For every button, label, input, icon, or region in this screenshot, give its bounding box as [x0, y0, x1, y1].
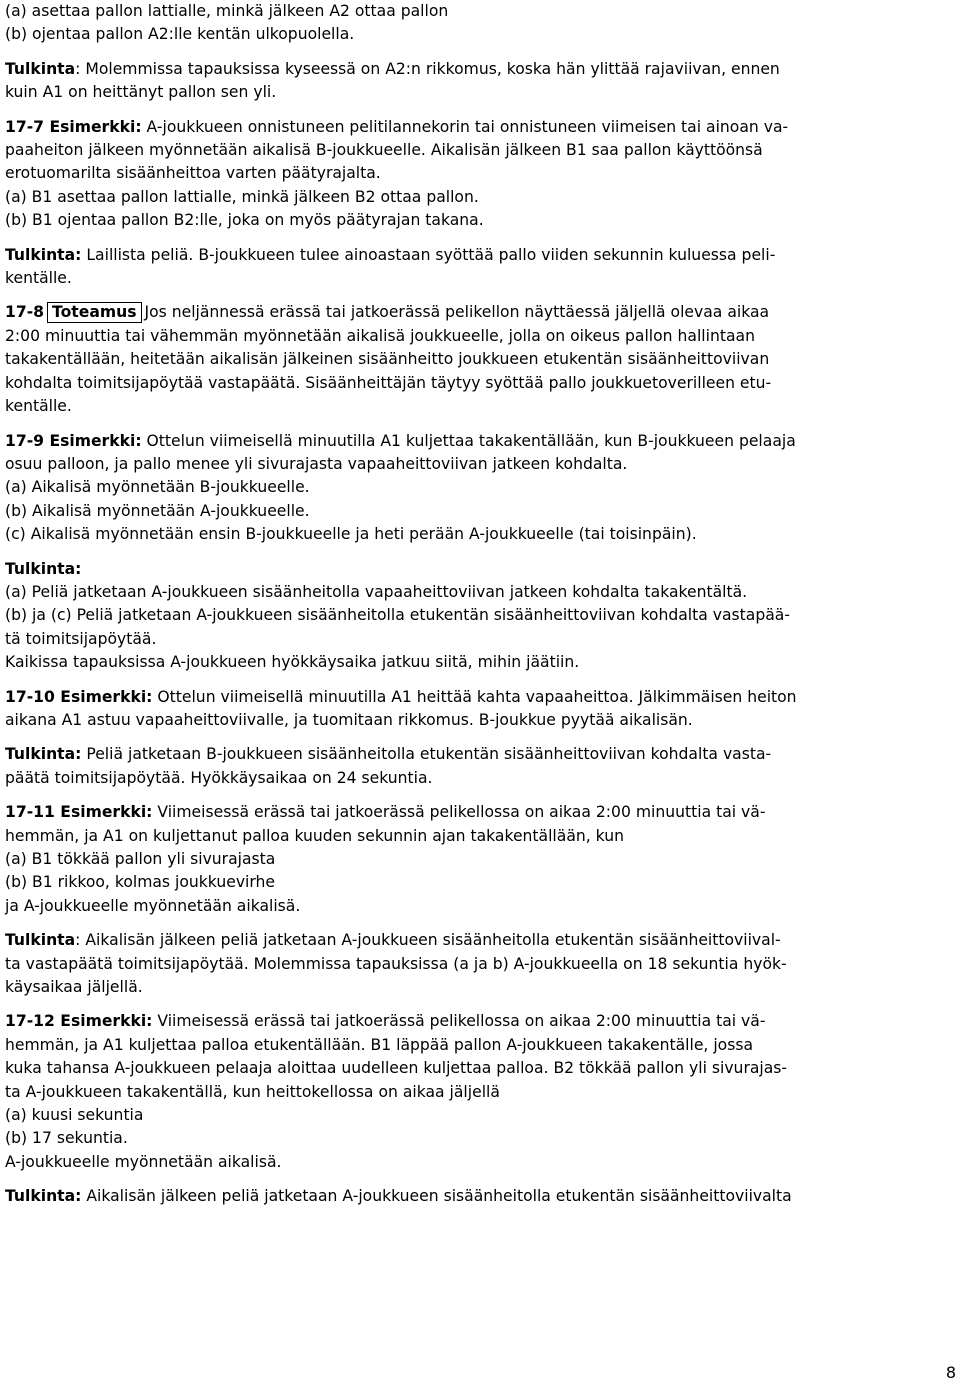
text-line: [5, 267, 955, 290]
text-line: [5, 476, 955, 499]
text-line: [5, 801, 955, 824]
text-segment: ta A-joukkueen takakentällä, kun heittokellossa on aikaa jäljellä: [5, 1082, 500, 1101]
text-line: [5, 139, 955, 162]
text-segment: hemmän, ja A1 kuljettaa palloa etukentällään. B1 läppää pallon A-joukkueen takakentälle, jossa: [5, 1035, 754, 1054]
text-line: [5, 929, 955, 952]
text-line: [5, 895, 955, 918]
text-line: [5, 23, 955, 46]
bold-label: 17-11 Esimerkki:: [5, 803, 153, 822]
bold-label: Tulkinta:: [5, 1187, 82, 1206]
page-number: 8: [945, 1363, 956, 1382]
text-line: [5, 58, 955, 81]
text-line: [5, 1127, 955, 1150]
text-segment: A-joukkueelle myönnetään aikalisä.: [5, 1152, 282, 1171]
text-segment: (a) B1 tökkää pallon yli sivurajasta: [5, 850, 276, 868]
text-line: [5, 81, 955, 104]
text-segment: takakentällään, heitetään aikalisän jälkeinen sisäänheitto joukkueen etukentän sisäänheittoviivan: [5, 350, 770, 369]
text-segment: (a) B1 asettaa pallon lattialle, minkä jälkeen B2 ottaa pallon.: [5, 187, 479, 206]
bold-label: 17-9 Esimerkki:: [5, 431, 142, 450]
text-line: [5, 871, 955, 894]
text-line: [5, 558, 955, 581]
text-line: [5, 395, 955, 418]
text-segment: (a) Peliä jatketaan A-joukkueen sisäänheitolla vapaaheittoviivan jatkeen kohdalta takakentältä.: [5, 582, 748, 601]
text-line: [5, 628, 955, 651]
text-segment: ja A-joukkueelle myönnetään aikalisä.: [5, 896, 301, 915]
bold-label: Tulkinta:: [5, 245, 82, 264]
bold-label: Tulkinta:: [5, 559, 82, 578]
text-segment: : Aikalisän jälkeen peliä jatketaan A-joukkueen sisäänheitolla etukentän sisäänheittoviival-: [75, 931, 781, 950]
text-line: [5, 709, 955, 732]
text-segment: Viimeisessä erässä tai jatkoerässä pelikellossa on aikaa 2:00 minuuttia tai vä-: [152, 803, 766, 822]
text-line: [5, 953, 955, 976]
text-segment: erotuomarilta sisäänheittoa varten päätyrajalta.: [5, 164, 381, 183]
text-line: [5, 209, 955, 232]
text-segment: hemmän, ja A1 on kuljettanut palloa kuuden sekunnin ajan takakentällään, kun: [5, 826, 624, 845]
text-segment: (b) B1 rikkoo, kolmas joukkuevirhe: [5, 873, 276, 892]
text-line: [5, 244, 955, 267]
text-segment: Ottelun viimeisellä minuutilla A1 kuljettaa takakentällään, kun B-joukkueen pelaaja: [141, 431, 796, 450]
text-segment: (a) asettaa pallon lattialle, minkä jälkeen A2 ottaa pallon: [5, 2, 449, 20]
text-segment: (b) Aikalisä myönnetään A-joukkueelle.: [5, 501, 310, 520]
text-line: [5, 500, 955, 523]
text-line: [5, 581, 955, 604]
text-segment: aikana A1 astuu vapaaheittoviivalle, ja tuomitaan rikkomus. B-joukkue pyytää aikalisän.: [5, 710, 693, 729]
text-segment: tä toimitsijapöytää.: [5, 629, 157, 648]
text-line: [5, 743, 955, 766]
text-segment: Kaikissa tapauksissa A-joukkueen hyökkäysaika jatkuu siitä, mihin jäätiin.: [5, 653, 580, 672]
text-segment: päätä toimitsijapöytää. Hyökkäysaikaa on 24 sekuntia.: [5, 768, 433, 787]
text-line: [5, 372, 955, 395]
text-line: [5, 523, 955, 546]
bold-label: 17-12 Esimerkki:: [5, 1012, 153, 1031]
text-segment: kentälle.: [5, 397, 72, 416]
bold-label: Tulkinta: [5, 931, 76, 950]
text-line: [5, 1010, 955, 1033]
text-segment: A-joukkueen onnistuneen pelitilannekorin tai onnistuneen viimeisen tai ainoan va-: [141, 117, 789, 136]
text-segment: (b) ojentaa pallon A2:lle kentän ulkopuolella.: [5, 25, 355, 44]
text-line: [5, 325, 955, 348]
text-segment: (b) 17 sekuntia.: [5, 1129, 128, 1148]
text-line: [5, 686, 955, 709]
text-line: [5, 976, 955, 999]
text-segment: : Molemmissa tapauksissa kyseessä on A2:n rikkomus, koska hän ylittää rajaviivan, ennen: [75, 59, 780, 78]
text-segment: (b) B1 ojentaa pallon B2:lle, joka on myös päätyrajan takana.: [5, 211, 484, 230]
text-line: [5, 1034, 955, 1057]
bold-label: 17-8: [5, 303, 45, 322]
text-segment: kuin A1 on heittänyt pallon sen yli.: [5, 83, 277, 102]
text-line: [5, 1151, 955, 1174]
text-line: [5, 1104, 955, 1127]
text-line: [5, 848, 955, 871]
document-page: [5, 0, 955, 1209]
text-segment: (a) Aikalisä myönnetään B-joukkueelle.: [5, 478, 310, 497]
text-line: [5, 116, 955, 139]
text-segment: kuka tahansa A-joukkueen pelaaja aloittaa uudelleen kuljettaa palloa. B2 tökkää pallon yli sivurajas-: [5, 1059, 788, 1078]
text-line: [5, 767, 955, 790]
bold-label: Tulkinta: [5, 59, 76, 78]
text-line: [5, 453, 955, 476]
text-line: [5, 1081, 955, 1104]
text-segment: Peliä jatketaan B-joukkueen sisäänheitolla etukentän sisäänheittoviivan kohdalta vasta-: [81, 745, 772, 764]
text-segment: kentälle.: [5, 269, 72, 288]
text-segment: Ottelun viimeisellä minuutilla A1 heittää kahta vapaaheittoa. Jälkimmäisen heiton: [152, 687, 797, 706]
text-line: [5, 301, 955, 324]
text-segment: ta vastapäätä toimitsijapöytää. Molemmissa tapauksissa (a ja b) A-joukkueella on 18 sekuntia hyök-: [5, 954, 787, 973]
text-segment: Viimeisessä erässä tai jatkoerässä pelikellossa on aikaa 2:00 minuuttia tai vä-: [152, 1012, 766, 1031]
text-line: [5, 162, 955, 185]
text-segment: käysaikaa jäljellä.: [5, 978, 143, 997]
text-line: [5, 604, 955, 627]
bold-label: 17-10 Esimerkki:: [5, 687, 153, 706]
text-segment: (b) ja (c) Peliä jatketaan A-joukkueen sisäänheitolla etukentän sisäänheittoviivan kohdalta vastapää-: [5, 606, 790, 625]
bold-label: Tulkinta:: [5, 745, 82, 764]
text-segment: 2:00 minuuttia tai vähemmän myönnetään aikalisä joukkueelle, jolla on oikeus pallon hallintaan: [5, 326, 755, 345]
text-line: [5, 430, 955, 453]
text-segment: Laillista peliä. B-joukkueen tulee ainoastaan syöttää pallo viiden sekunnin kuluessa peli-: [81, 245, 776, 264]
text-segment: osuu palloon, ja pallo menee yli sivurajasta vapaaheittoviivan jatkeen kohdalta.: [5, 454, 628, 473]
bold-label: 17-7 Esimerkki:: [5, 117, 142, 136]
text-line: [5, 186, 955, 209]
text-line: [5, 651, 955, 674]
text-line: [5, 1185, 955, 1208]
text-segment: (c) Aikalisä myönnetään ensin B-joukkueelle ja heti perään A-joukkueelle (tai toisinpäin).: [5, 525, 697, 544]
text-line: [5, 825, 955, 848]
boxed-label: Toteamus: [47, 302, 141, 323]
text-segment: (a) kuusi sekuntia: [5, 1106, 144, 1125]
text-segment: paaheiton jälkeen myönnetään aikalisä B-joukkueelle. Aikalisän jälkeen B1 saa pallon käyttöönsä: [5, 141, 763, 160]
text-line: [5, 348, 955, 371]
text-line: [5, 0, 955, 23]
text-segment: kohdalta toimitsijapöytää vastapäätä. Sisäänheittäjän täytyy syöttää pallo joukkuetoverilleen etu-: [5, 373, 772, 392]
text-segment: Jos neljännessä erässä tai jatkoerässä pelikellon näyttäessä jäljellä olevaa aikaa: [144, 303, 770, 322]
text-segment: Aikalisän jälkeen peliä jatketaan A-joukkueen sisäänheitolla etukentän sisäänheittoviivalta: [81, 1187, 792, 1206]
text-line: [5, 1057, 955, 1080]
